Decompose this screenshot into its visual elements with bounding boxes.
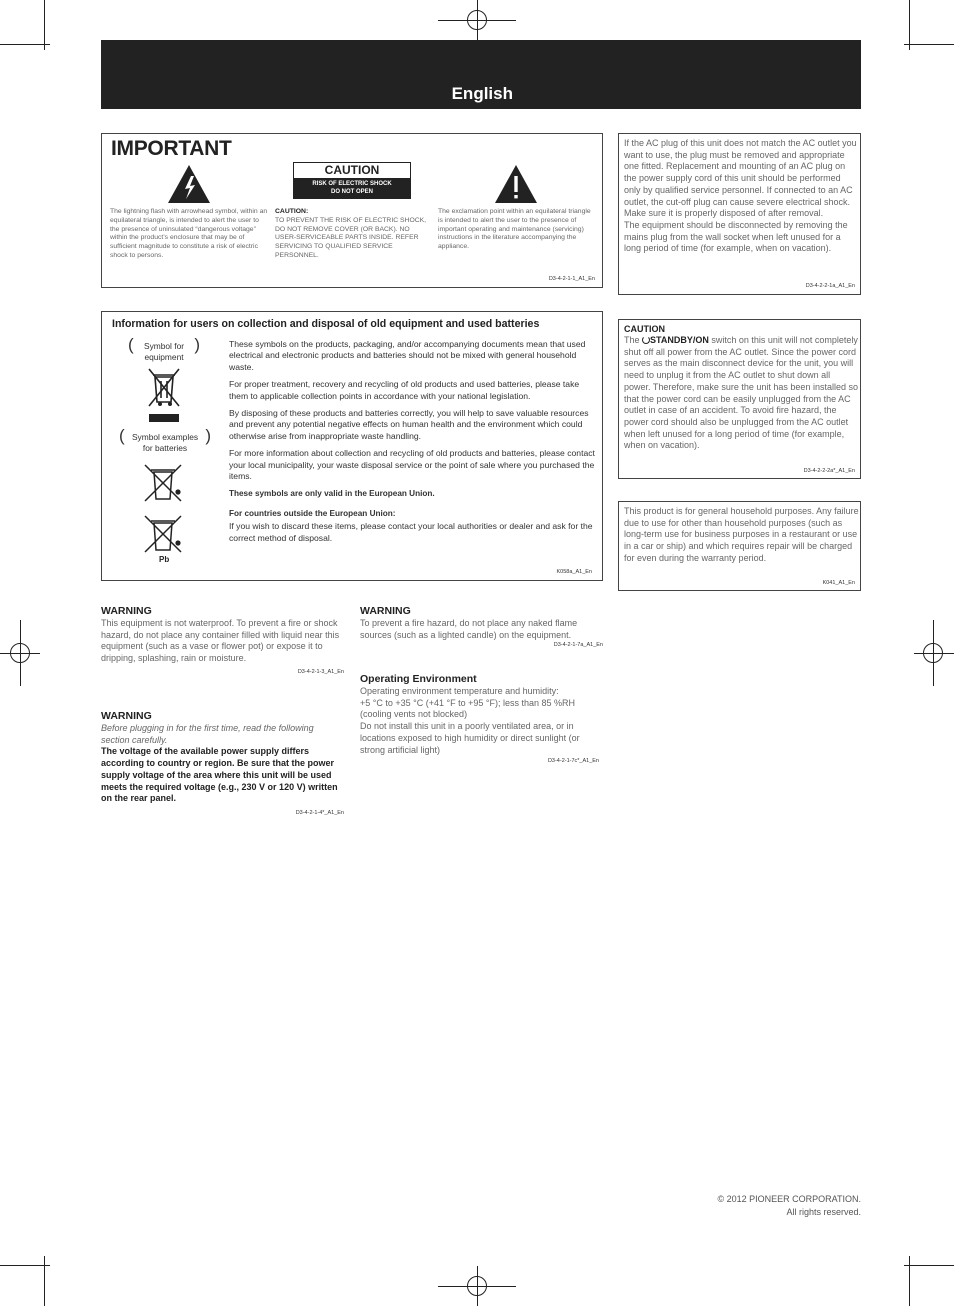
symbol-equipment-label: ( Symbol for equipment ) — [124, 341, 204, 363]
warning-flame — [360, 605, 603, 648]
household-code: K041_A1_En — [822, 580, 855, 586]
disposal-p5: These symbols are only valid in the European Union. — [229, 489, 435, 499]
standby-code: D3-4-2-2-2a*_A1_En — [803, 468, 855, 474]
symbol-equipment-text: Symbol for equipment — [143, 341, 185, 362]
exclamation-text: The exclamation point within an equilateral triangle is intended to alert the user to the presence of important operating and maintenance (servicing) instructions in the literature accompanying the appliance. — [438, 208, 591, 251]
important-box — [101, 133, 603, 288]
disposal-p3: By disposing of these products and batteries correctly, you will help to save valuable resources and prevent any potential negative effects on human health and the environment which could otherwise arise from inappropriate waste handling. — [229, 408, 589, 441]
standby-text-post: switch on this unit will not completely shut off all power from the AC outlet. Since the power cord serves as the main disconnect device for the unit, you will need to unplug it from the AC outlet to shut down all power. Therefore, make sure the unit has been installed so that the power cord can be easily unplugged from the AC outlet in case of an accident. To avoid fire hazard, the power cord should also be unplugged from the AC outlet when left unused for a long period of time (for example, when on vacation). — [624, 335, 858, 451]
warning-waterproof — [101, 605, 344, 675]
disposal-text — [229, 339, 597, 550]
household-text: This product is for general household purposes. Any failure due to use for other than household purposes (such as long-term use for business purposes in a restaurant or use in a car or ship) and which requires repair will be charged for even during the warranty period. — [624, 506, 859, 563]
caution-label-sub — [294, 178, 410, 198]
operating-line1: Operating environment temperature and humidity: — [360, 686, 559, 696]
disposal-title: Information for users on collection and disposal of old equipment and used batteries — [112, 318, 540, 330]
ac-plug-box — [618, 133, 861, 295]
warning-flame-heading: WARNING — [360, 605, 411, 617]
important-code: D3-4-2-1-1_A1_En — [548, 276, 595, 282]
warning-waterproof-heading: WARNING — [101, 605, 152, 617]
ac-plug-text-1: If the AC plug of this unit does not match the AC outlet you want to use, the plug must be removed and appropriate one fitted. Replacement and mounting of an AC plug on the power supply cord of this unit should be performed only by qualified service personnel. If connected to an AC outlet, the cut-off plug can cause severe electrical shock. Make sure it is properly disposed of after removal. — [624, 138, 857, 219]
operating-heading: Operating Environment — [360, 673, 477, 685]
standby-text-pre: The — [624, 335, 643, 345]
pb-label: Pb — [159, 555, 170, 564]
warning-voltage-italic: Before plugging in for the first time, read the following section carefully. — [101, 723, 314, 745]
ac-plug-text-2: The equipment should be disconnected by removing the mains plug from the wall socket when left unused for a long period of time (for example, when on vacation). — [624, 219, 848, 254]
operating-line2: +5 °C to +35 °C (+41 °F to +95 °F); less than 85 %RH (cooling vents not blocked) — [360, 697, 575, 720]
symbol-batteries-label: ( Symbol examples for batteries ) — [119, 426, 211, 453]
caution-sub-2: DO NOT OPEN — [330, 189, 373, 195]
crossed-bin-battery-icon-2 — [142, 513, 184, 555]
standby-button-name: STANDBY/ON — [650, 335, 709, 345]
language-label: English — [451, 84, 513, 103]
warning-voltage-heading: WARNING — [101, 710, 152, 722]
disposal-p6: If you wish to discard these items, please contact your local authorities or dealer and ask for the correct method of disposal. — [229, 521, 593, 543]
household-box — [618, 501, 861, 591]
caution-block — [275, 208, 427, 261]
header-bar — [101, 40, 861, 109]
symbol-batteries-text: Symbol examples for batteries — [131, 432, 199, 453]
operating-line3: Do not install this unit in a poorly ventilated area, or in locations exposed to high humidity or direct sunlight (or strong artificial light) — [360, 721, 580, 755]
disposal-p2: For proper treatment, recovery and recycling of old products and used batteries, please take them to applicable collection points in accordance with your national legislation. — [229, 379, 580, 401]
caution-heading: CAUTION: — [275, 208, 309, 215]
disposal-code: K058a_A1_En — [556, 569, 592, 575]
lightning-warning-icon — [167, 164, 211, 204]
power-icon — [642, 336, 650, 344]
disposal-p6-head: For countries outside the European Union: — [229, 508, 396, 518]
ac-plug-code: D3-4-2-2-1a_A1_En — [805, 283, 855, 289]
caution-label-title: CAUTION — [324, 163, 380, 177]
warning-voltage — [101, 710, 344, 816]
standby-heading: CAUTION — [624, 324, 665, 334]
caution-label — [293, 162, 411, 199]
warning-waterproof-text: This equipment is not waterproof. To prevent a fire or shock hazard, do not place any container filled with liquid near this equipment (such as a vase or flower pot) or expose it to dripping, splashing, rain or moisture. — [101, 618, 340, 664]
exclamation-warning-icon — [494, 164, 538, 204]
ac-plug-text — [624, 138, 859, 255]
operating-environment — [360, 673, 603, 764]
standby-caution-box — [618, 319, 861, 479]
warning-voltage-bold: The voltage of the available power supply differs according to country or region. Be sure that the power supply voltage of the area where this unit will be used meets the required voltage (e.g., 230 V or 120 V) written on the rear panel. — [101, 746, 338, 804]
crossed-bin-battery-icon-1 — [142, 462, 184, 504]
operating-code: D3-4-2-1-7c*_A1_En — [547, 758, 599, 765]
warning-flame-text: To prevent a fire hazard, do not place any naked flame sources (such as a lighted candle) on the equipment. — [360, 618, 578, 640]
caution-text: TO PREVENT THE RISK OF ELECTRIC SHOCK, DO NOT REMOVE COVER (OR BACK). NO USER-SERVICEABLE PARTS INSIDE. REFER SERVICING TO QUALIFIED SERVICE PERSONNEL. — [275, 216, 427, 259]
disposal-p1: These symbols on the products, packaging, and/or accompanying documents mean that used electrical and electronic products and batteries should not be mixed with general household waste. — [229, 339, 586, 372]
lightning-text: The lightning flash with arrowhead symbol, within an equilateral triangle, is intended to alert the user to the presence of uninsulated “dangerous voltage” within the product’s enclosure that may be of sufficient magnitude to constitute a risk of electric shock to persons. — [110, 208, 268, 259]
warning-flame-code: D3-4-2-1-7a_A1_En — [553, 642, 603, 649]
warning-voltage-code: D3-4-2-1-4*_A1_En — [295, 809, 344, 816]
caution-sub-1: RISK OF ELECTRIC SHOCK — [312, 181, 392, 187]
standby-text — [624, 335, 859, 452]
disposal-p4: For more information about collection and recycling of old products and batteries, please contact your local municipality, your waste disposal service or the point of sale where you purchased the items. — [229, 448, 595, 482]
footer — [718, 1193, 862, 1219]
copyright-text: © 2012 PIONEER CORPORATION. — [717, 1194, 861, 1204]
rights-text: All rights reserved. — [786, 1207, 861, 1217]
important-title: IMPORTANT — [111, 137, 232, 160]
disposal-box — [101, 311, 603, 581]
crossed-bin-equipment-icon — [146, 366, 182, 424]
warning-waterproof-code: D3-4-2-1-3_A1_En — [297, 668, 344, 675]
